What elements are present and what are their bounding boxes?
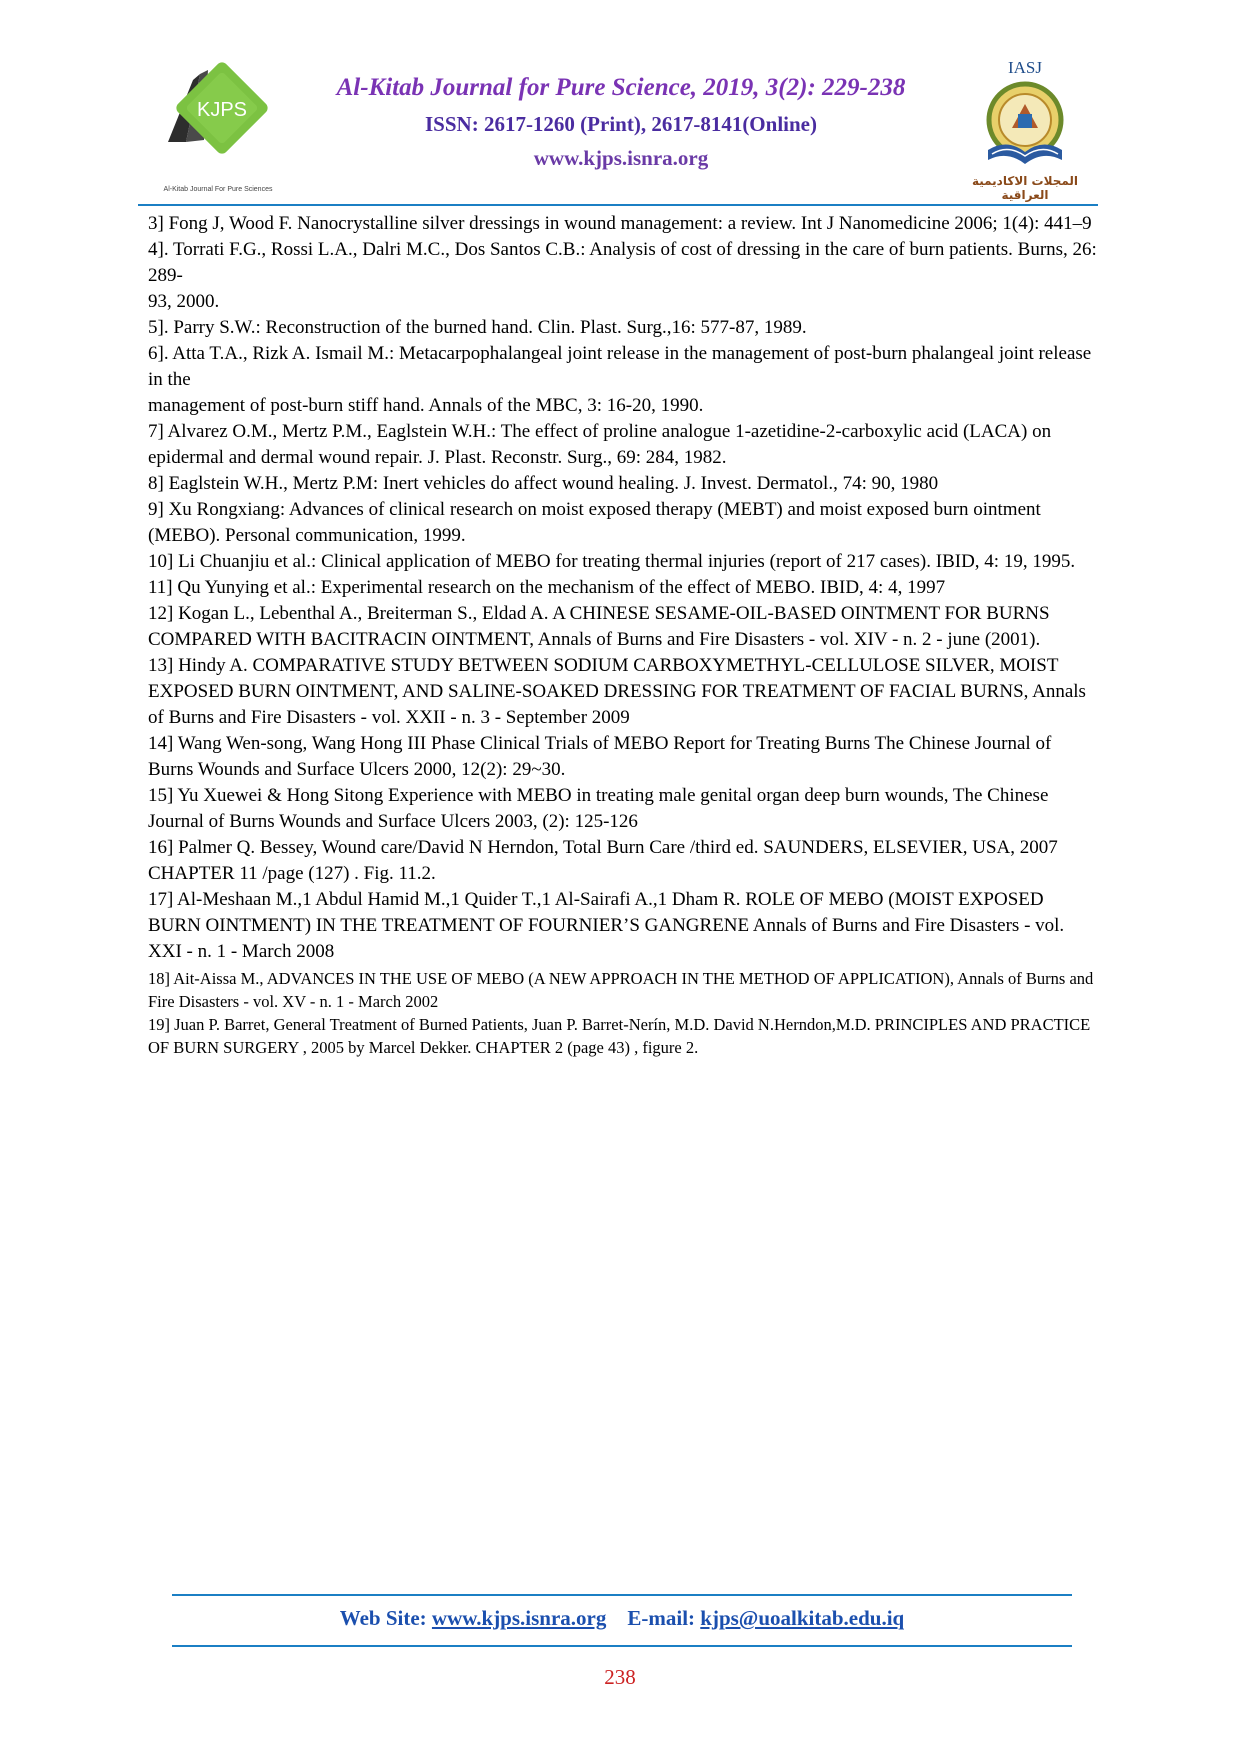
journal-title: Al-Kitab Journal for Pure Science, 2019, 3(2): 229-238 (336, 74, 906, 101)
logo-caption: Al-Kitab Journal For Pure Sciences (163, 186, 273, 193)
reference-item: 6]. Atta T.A., Rizk A. Ismail M.: Metacarpophalangeal joint release in the management of post-burn phalangeal joint release in the (148, 343, 1092, 390)
email-link[interactable]: kjps@uoalkitab.edu.iq (700, 1606, 905, 1630)
issn-line: ISSN: 2617-1260 (Print), 2617-8141(Online) (425, 112, 817, 136)
reference-item: 14] Wang Wen-song, Wang Hong III Phase Clinical Trials of MEBO Report for Treating Burns The Chinese Journal of Burns Wounds and Surface Ulcers 2000, 12(2): 29~30. (148, 733, 1052, 780)
footer-rule-top (172, 1594, 1072, 1596)
reference-list (148, 211, 1098, 1059)
iasj-logo (960, 58, 1090, 208)
footer-contact (172, 1606, 1072, 1631)
reference-item: 11] Qu Yunying et al.: Experimental research on the mechanism of the effect of MEBO. IBID, 4: 4, 1997 (148, 577, 946, 598)
reference-item: 93, 2000. (148, 291, 220, 312)
reference-item: 17] Al-Meshaan M.,1 Abdul Hamid M.,1 Quider T.,1 Al-Sairafi A.,1 Dham R. ROLE OF MEBO (MOIST EXPOSED BURN OINTMENT) IN THE TREATMENT OF FOURNIER’S GANGRENE Annals of Burns and Fire Disasters - vol. XXI - n. 1 - March 2008 (148, 889, 1065, 962)
reference-item: 4]. Torrati F.G., Rossi L.A., Dalri M.C., Dos Santos C.B.: Analysis of cost of dressing in the care of burn patients. Burns, 26: 289- (148, 239, 1097, 286)
journal-website[interactable]: www.kjps.isnra.org (533, 146, 709, 170)
kjps-logo (138, 62, 298, 204)
page-number: 238 (604, 1665, 636, 1689)
reference-item: 7] Alvarez O.M., Mertz P.M., Eaglstein W.H.: The effect of proline analogue 1-azetidine-2-carboxylic acid (LACA) on epidermal and dermal wound repair. J. Plast. Reconstr. Surg., 69: 284, 1982. (148, 421, 1052, 468)
reference-item: management of post-burn stiff hand. Annals of the MBC, 3: 16-20, 1990. (148, 395, 704, 416)
reference-item: 8] Eaglstein W.H., Mertz P.M: Inert vehicles do affect wound healing. J. Invest. Dermatol., 74: 90, 1980 (148, 473, 939, 494)
reference-item: 15] Yu Xuewei & Hong Sitong Experience with MEBO in treating male genital organ deep burn wounds, The Chinese Journal of Burns Wounds and Surface Ulcers 2003, (2): 125-126 (148, 785, 1049, 832)
reference-item: 13] Hindy A. COMPARATIVE STUDY BETWEEN SODIUM CARBOXYMETHYL-CELLULOSE SILVER, MOIST EXPOSED BURN OINTMENT, AND SALINE-SOAKED DRESSING FOR TREATMENT OF FACIAL BURNS, Annals of Burns and Fire Disasters - vol. XXII - n. 3 - September 2009 (148, 655, 1086, 728)
kjps-logo-text: KJPS (196, 99, 248, 121)
reference-item: 9] Xu Rongxiang: Advances of clinical research on moist exposed therapy (MEBT) and moist exposed burn ointment (MEBO). Personal communication, 1999. (148, 499, 1041, 546)
email-label: E-mail: (627, 1606, 696, 1630)
header-rule (138, 204, 1098, 206)
reference-item: 5]. Parry S.W.: Reconstruction of the burned hand. Clin. Plast. Surg.,16: 577-87, 1989. (148, 317, 807, 338)
website-label: Web Site: (339, 1606, 427, 1630)
reference-item: 3] Fong J, Wood F. Nanocrystalline silver dressings in wound management: a review. Int J Nanomedicine 2006; 1(4): 441–9 (148, 213, 1092, 234)
iasj-label: IASJ (1007, 58, 1042, 77)
reference-item: 16] Palmer Q. Bessey, Wound care/David N Herndon, Total Burn Care /third ed. SAUNDERS, ELSEVIER, USA, 2007 CHAPTER 11 /page (127) . Fig. 11.2. (148, 837, 1058, 884)
reference-item: 10] Li Chuanjiu et al.: Clinical application of MEBO for treating thermal injuries (report of 217 cases). IBID, 4: 19, 1995. (148, 551, 1076, 572)
reference-item: 18] Ait-Aissa M., ADVANCES IN THE USE OF MEBO (A NEW APPROACH IN THE METHOD OF APPLICATION), Annals of Burns and Fire Disasters - vol. XV - n. 1 - March 2002 (148, 969, 1094, 1011)
reference-item: 12] Kogan L., Lebenthal A., Breiterman S., Eldad A. A CHINESE SESAME-OIL-BASED OINTMENT FOR BURNS COMPARED WITH BACITRACIN OINTMENT, Annals of Burns and Fire Disasters - vol. XIV - n. 2 - june (2001). (148, 603, 1050, 650)
iasj-emblem-icon (982, 80, 1068, 172)
journal-header (310, 72, 932, 172)
website-link[interactable]: www.kjps.isnra.org (431, 1606, 607, 1630)
iasj-arabic-name: المجلات الاكاديمية العراقية (971, 174, 1079, 202)
reference-item: 19] Juan P. Barret, General Treatment of Burned Patients, Juan P. Barret-Nerín, M.D. David N.Herndon,M.D. PRINCIPLES AND PRACTICE OF BURN SURGERY , 2005 by Marcel Dekker. CHAPTER 2 (page 43) , figure 2. (148, 1015, 1091, 1057)
footer-rule-bottom (172, 1645, 1072, 1647)
